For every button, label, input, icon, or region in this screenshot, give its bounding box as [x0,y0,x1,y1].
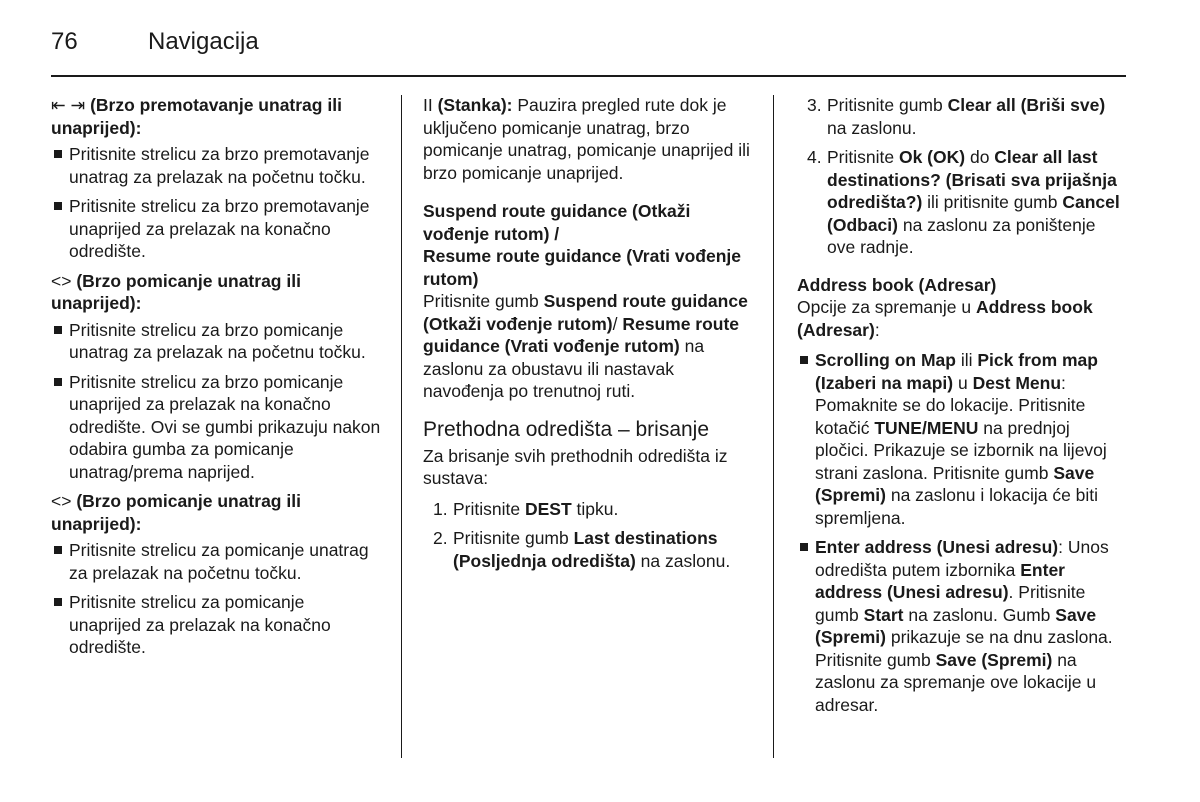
page-number: 76 [51,28,78,55]
list-item: 3. Pritisnite gumb Clear all (Briši sve) na zaslonu. [807,95,1106,138]
double-arrow-icon: <> [51,270,72,291]
list-item: Pritisnite strelicu za brzo pomicanje unatrag za prelazak na početnu točku. [51,319,381,364]
suspend-paragraph: Pritisnite gumb Suspend route guidance (Otkaži vođenje rutom)/ Resume route guidance (Vrati vođenje rutom) na zaslonu za obustavu ili nastavak navođenja po trenutnoj ruti. [423,291,748,401]
section-subheading: Prethodna odredišta – brisanje [423,417,710,441]
list-item: Pritisnite strelicu za brzo premotavanje unatrag za prelazak na početnu točku. [51,143,381,188]
intro-paragraph: Za brisanje svih prethodnih odredišta iz sustava: [423,445,728,488]
column-middle [423,94,758,579]
column-divider [773,95,774,758]
scroll-heading: <> (Brzo pomicanje unatrag ili unaprijed): [51,491,301,534]
pause-icon: II [423,95,433,115]
fast-scroll-heading: <> (Brzo pomicanje unatrag ili unaprijed): [51,270,301,313]
list-item: Enter address (Unesi adresu): Unos odredišta putem izbornika Enter address (Unesi adresu). Pritisnite gumb Start na zaslonu. Gumb Save (Spremi) prikazuje se na dnu zaslona. Pritisnite gumb Save (Spremi) na zaslonu za spremanje ove lokacije u adresar. [797,536,1127,716]
page-header [51,24,1126,76]
column-divider [401,95,402,758]
list-item: 2. Pritisnite gumb Last destinations (Posljednja odredišta) na zaslonu. [433,528,731,571]
list-item: 1. Pritisnite DEST tipku. [433,498,619,519]
list-item: Pritisnite strelicu za brzo pomicanje unaprijed za prelazak na konačno odredište. Ovi se gumbi prikazuju nakon odabira gumba za pomicanje unatrag/prema naprijed. [51,371,381,484]
suspend-heading: Suspend route guidance (Otkaži vođenje rutom) / Resume route guidance (Vrati vođenje rutom) [423,201,741,289]
section-title: Navigacija [148,28,259,55]
list-item: 4. Pritisnite Ok (OK) do Clear all last destinations? (Brisati sva prijašnja odredišta?) ili pritisnite gumb Cancel (Odbaci) na zaslonu za poništenje ove radnje. [807,147,1120,257]
list-item: Scrolling on Map ili Pick from map (Izaberi na mapi) u Dest Menu: Pomaknite se do lokacije. Pritisnite kotačić TUNE/MENU na prednjoj pločici. Prikazuje se izbornik na lijevoj strani zaslona. Pritisnite gumb Save (Spremi) na zaslonu i lokacija će biti spremljena. [797,349,1127,529]
list-item: Pritisnite strelicu za pomicanje unatrag za prelazak na početnu točku. [51,539,381,584]
address-book-intro: Opcije za spremanje u Address book (Adresar): [797,297,1093,340]
arrow-icon: <> [51,491,72,511]
pause-paragraph: II (Stanka): Pauzira pregled rute dok je uključeno pomicanje unatrag, brzo pomicanje unatrag, pomicanje unaprijed ili brzo pomicanje unaprijed. [423,95,750,183]
column-left [51,94,381,666]
fast-skip-heading: ⇤ ⇥ (Brzo premotavanje unatrag ili unaprijed): [51,95,342,138]
list-item: Pritisnite strelicu za pomicanje unaprijed za prelazak na konačno odredište. [51,591,381,659]
skip-arrows-icon: ⇤ ⇥ [51,95,86,115]
column-right [797,94,1127,723]
address-book-heading: Address book (Adresar) [797,274,997,295]
list-item: Pritisnite strelicu za brzo premotavanje unaprijed za prelazak na konačno odredište. [51,195,381,263]
header-rule [51,75,1126,77]
